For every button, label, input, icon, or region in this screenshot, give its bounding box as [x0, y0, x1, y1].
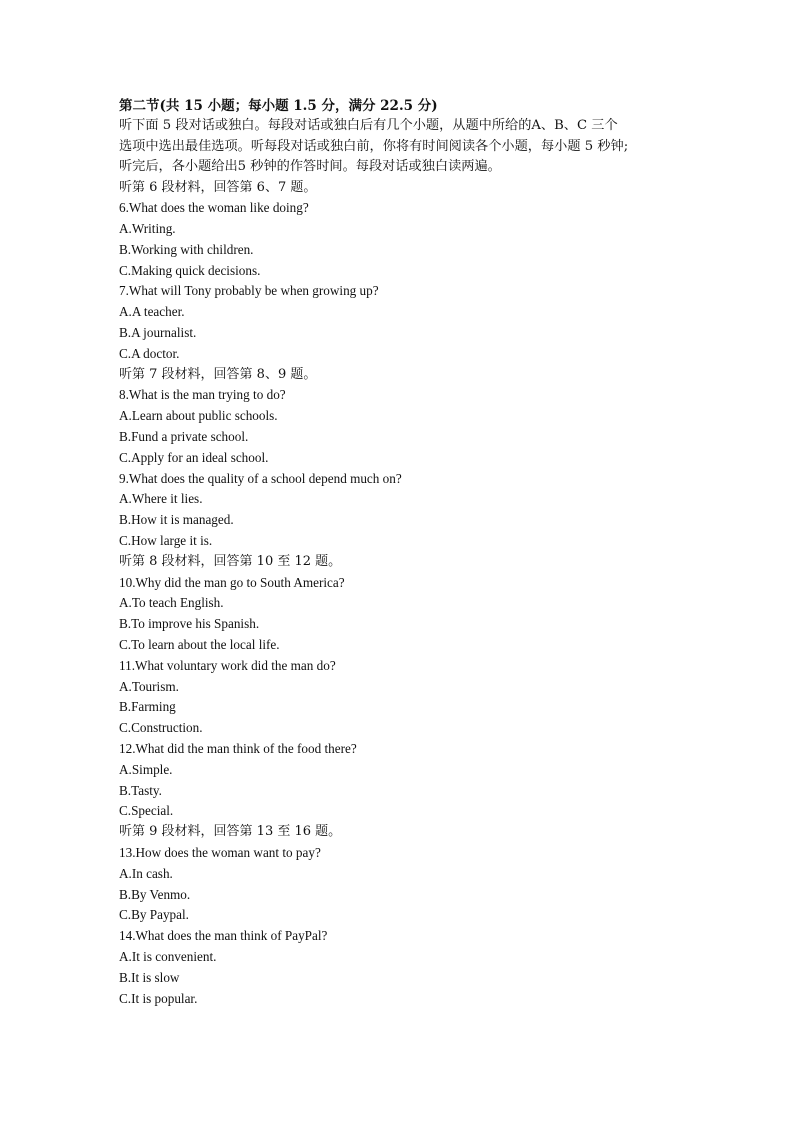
answer-option: A.It is convenient. — [119, 948, 217, 964]
section-title: 听第 6 段材料，回答第 6、7 题。 — [119, 179, 317, 195]
answer-option: B.By Venmo. — [119, 886, 191, 902]
question-text: 12.What did the man think of the food there? — [119, 741, 357, 757]
instruction-line: 听完后，各小题给出5 秒钟的作答时间。每段对话或独白读两遍。 — [119, 159, 501, 174]
answer-option: C.Apply for an ideal school. — [119, 449, 269, 465]
answer-option: B.A journalist. — [119, 325, 197, 341]
answer-option: B.Tasty. — [119, 782, 162, 798]
answer-option: C.A doctor. — [119, 345, 180, 361]
answer-option: B.Fund a private school. — [119, 429, 249, 445]
answer-option: C.Special. — [119, 803, 174, 819]
answer-option: C.How large it is. — [119, 533, 213, 549]
answer-option: B.Farming — [119, 699, 176, 715]
answer-option: B.How it is managed. — [119, 512, 234, 528]
question-text: 7.What will Tony probably be when growing up? — [119, 283, 379, 299]
question-text: 14.What does the man think of PayPal? — [119, 928, 328, 944]
instructions — [119, 116, 679, 178]
question-text: 10.Why did the man go to South America? — [119, 574, 345, 590]
section-title: 听第 9 段材料，回答第 13 至 16 题。 — [119, 824, 342, 840]
section-title: 听第 7 段材料，回答第 8、9 题。 — [119, 366, 317, 382]
instruction-line: 听下面 5 段对话或独白。每段对话或独白后有几个小题，从题中所给的A、B、C 三个 — [119, 118, 618, 133]
answer-option: A.To teach English. — [119, 595, 224, 611]
section-heading: 第二节(共 15 小题；每小题 1.5 分，满分 22.5 分) — [119, 98, 438, 114]
answer-option: B.Working with children. — [119, 241, 254, 257]
answer-option: A.Writing. — [119, 221, 176, 237]
answer-option: C.Making quick decisions. — [119, 262, 261, 278]
answer-option: A.Simple. — [119, 761, 173, 777]
answer-option: C.To learn about the local life. — [119, 637, 280, 653]
question-text: 9.What does the quality of a school depend much on? — [119, 470, 402, 486]
question-text: 13.How does the woman want to pay? — [119, 845, 321, 860]
answer-option: A.Learn about public schools. — [119, 408, 278, 424]
answer-option: A.A teacher. — [119, 304, 185, 320]
answer-option: A.In cash. — [119, 865, 173, 881]
answer-option: B.To improve his Spanish. — [119, 616, 260, 632]
question-text: 11.What voluntary work did the man do? — [119, 657, 336, 673]
question-list — [119, 178, 679, 1010]
section-title: 听第 8 段材料，回答第 10 至 12 题。 — [119, 553, 342, 569]
answer-option: C.By Paypal. — [119, 907, 189, 923]
answer-option: B.It is slow — [119, 969, 180, 985]
question-text: 6.What does the woman like doing? — [119, 200, 309, 216]
answer-option: A.Where it lies. — [119, 491, 203, 507]
exam-page — [119, 96, 679, 1009]
answer-option: C.Construction. — [119, 720, 203, 736]
question-text: 8.What is the man trying to do? — [119, 387, 286, 403]
answer-option: C.It is popular. — [119, 990, 198, 1006]
answer-option: A.Tourism. — [119, 678, 179, 694]
instruction-line: 选项中选出最佳选项。听每段对话或独白前，你将有时间阅读各个小题，每小题 5 秒钟; — [119, 138, 629, 154]
